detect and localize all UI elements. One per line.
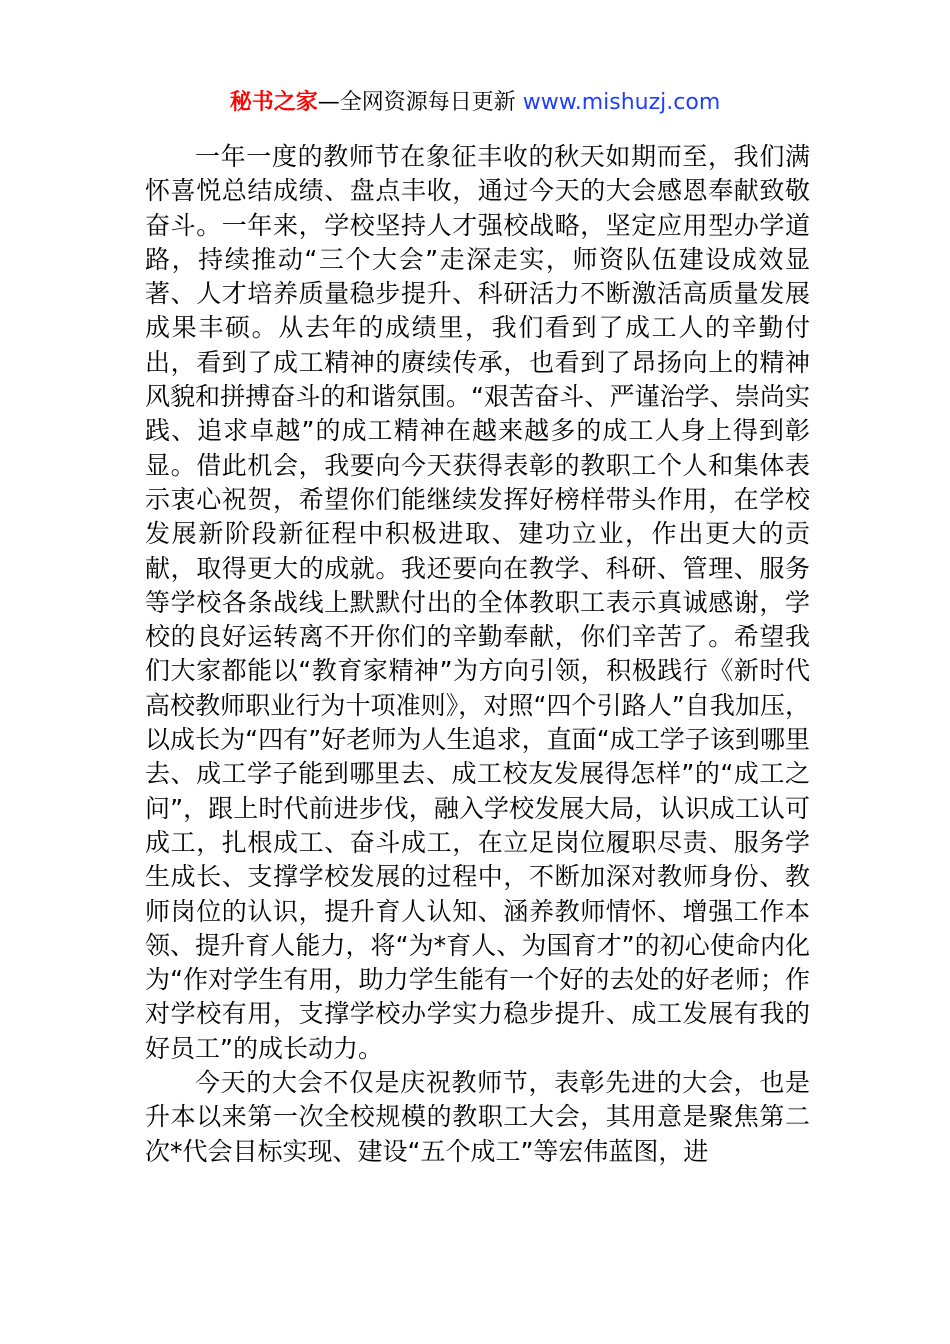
paragraph: 一年一度的教师节在象征丰收的秋天如期而至，我们满怀喜悦总结成绩、盘点丰收，通过今天的大会感恩奉献致敬奋斗。一年来，学校坚持人才强校战略，坚定应用型办学道路，持续推动“三个大会”走深走实，师资队伍建设成效显著、人才培养质量稳步提升、科研活力不断激活高质量发展成果丰硕。从去年的成绩里，我们看到了成工人的辛勤付出，看到了成工精神的赓续传承，也看到了昂扬向上的精神风貌和拼搏奋斗的和谐氛围。“艰苦奋斗、严谨治学、崇尚实践、追求卓越”的成工精神在越来越多的成工人身上得到彰显。借此机会，我要向今天获得表彰的教职工个人和集体表示衷心祝贺，希望你们能继续发挥好榜样带头作用，在学校发展新阶段新征程中积极进取、建功立业，作出更大的贡献，取得更大的成就。我还要向在教学、科研、管理、服务等学校各条战线上默默付出的全体教职工表示真诚感谢，学校的良好运转离不开你们的辛勤奉献，你们辛苦了。希望我们大家都能以“教育家精神”为方向引领，积极践行《新时代高校教师职业行为十项准则》，对照“四个引路人”自我加压，以成长为“四有”好老师为人生追求，直面“成工学子该到哪里去、成工学子能到哪里去、成工校友发展得怎样”的“成工之问”，跟上时代前进步伐，融入学校发展大局，认识成工认可成工，扎根成工、奋斗成工，在立足岗位履职尽责、服务学生成长、支撑学校发展的过程中，不断加深对教师身份、教师岗位的认识，提升育人认知、涵养教师情怀、增强工作本领、提升育人能力，将“为*育人、为国育才”的初心使命内化为“作对学生有用，助力学生能有一个好的去处的好老师；作对学校有用，支撑学校办学实力稳步提升、成工发展有我的好员工”的成长动力。 [145, 142, 810, 1063]
document-body [145, 140, 810, 1169]
brand-name: 秘书之家 [229, 90, 318, 115]
website-link[interactable]: www.mishuzj.com [522, 90, 721, 115]
paragraph: 今天的大会不仅是庆祝教师节，表彰先进的大会，也是升本以来第一次全校规模的教职工大会，其用意是聚焦第二次*代会目标实现、建设“五个成工”等宏伟蓝图，进 [145, 1068, 810, 1166]
page-header [0, 86, 950, 120]
header-tagline: —全网资源每日更新 [317, 90, 523, 115]
